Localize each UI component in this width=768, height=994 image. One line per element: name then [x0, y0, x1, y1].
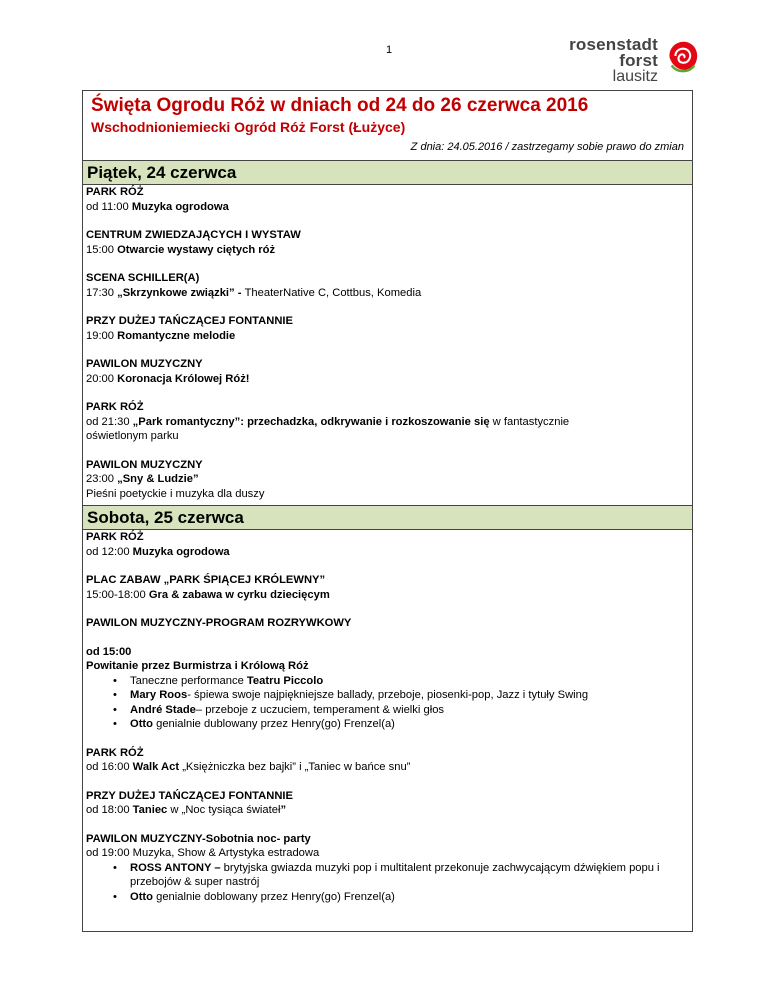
event: PAWILON MUZYCZNY-PROGRAM ROZRYWKOWY: [86, 617, 352, 629]
event: PLAC ZABAW „PARK ŚPIĄCEJ KRÓLEWNY” 15:00-18:00 Gra & zabawa w cyrku dziecięcym: [86, 574, 330, 601]
event: PAWILON MUZYCZNY 23:00 „Sny & Ludzie” Pieśni poetyckie i muzyka dla duszy: [86, 458, 265, 500]
event: PARK RÓŻ od 16:00 Walk Act „Księżniczka bez bajki” i „Taniec w bańce snu”: [86, 746, 411, 773]
logo-line2: lausitz: [612, 68, 658, 85]
performer-list: [86, 674, 689, 732]
event: PRZY DUŻEJ TAŃCZĄCEJ FONTANNIE od 18:00 Taniec w „Noc tysiąca świateł”: [86, 789, 293, 816]
program-title: Święta Ogrodu Róż w dniach od 24 do 26 czerwca 2016: [91, 95, 589, 116]
change-note: Z dnia: 24.05.2016 / zastrzegamy sobie prawo do zmian: [410, 141, 684, 153]
event: PARK RÓŻ od 21:30 „Park romantyczny”: przechadzka, odkrywanie i rozkoszowanie się w fantastycznie oświetlonym parku: [86, 401, 570, 442]
friday-events: [83, 185, 692, 501]
event: CENTRUM ZWIEDZAJĄCYCH I WYSTAW 15:00 Otwarcie wystawy ciętych róż: [86, 229, 301, 256]
event: SCENA SCHILLER(A) 17:30 „Skrzynkowe związki” - TheaterNative C, Cottbus, Komedia: [86, 272, 422, 299]
program-frame: [82, 90, 693, 932]
saturday-events: [83, 530, 692, 904]
event: PAWILON MUZYCZNY 20:00 Koronacja Królowej Róż!: [86, 358, 250, 385]
page-number: 1: [386, 44, 393, 56]
event: PARK RÓŻ od 12:00 Muzyka ogrodowa: [86, 531, 230, 558]
event: PAWILON MUZYCZNY-Sobotnia noc- party od 19:00 Muzyka, Show & Artystyka estradowa • ROSS ANTONY – brytyjska gwiazda muzyki pop i multitalent przekonuje zachwycającym dźwiękiem popu i przebojów & super nastrój • Otto genialnie doblowany przez Henry(go) Frenzel(a): [86, 832, 689, 905]
rose-icon: [664, 37, 702, 75]
list-item: • André Stade– przeboje z uczuciem, temperament & wielki głos: [130, 703, 689, 718]
program-subtitle: Wschodnioniemiecki Ogród Róż Forst (Łużyce): [91, 119, 406, 135]
logo-line1: rosenstadt forst: [569, 35, 658, 70]
list-item: • Mary Roos- śpiewa swoje najpiękniejsze ballady, przeboje, piosenki-pop, Jazz i tytuły Swing: [130, 688, 689, 703]
list-item: • Otto genialnie dublowany przez Henry(go) Frenzel(a): [130, 717, 689, 732]
list-item: • Taneczne performance Teatru Piccolo: [130, 674, 689, 689]
list-item: • ROSS ANTONY – brytyjska gwiazda muzyki pop i multitalent przekonuje zachwycającym dźwiękiem popu i przebojów & super nastrój: [130, 861, 689, 890]
performer-list: [86, 861, 689, 905]
list-item: • Otto genialnie doblowany przez Henry(go) Frenzel(a): [130, 890, 689, 905]
program-header: [83, 91, 692, 161]
event: PARK RÓŻ od 11:00 Muzyka ogrodowa: [86, 186, 229, 213]
rosenstadt-logo: [532, 35, 702, 85]
event: PRZY DUŻEJ TAŃCZĄCEJ FONTANNIE 19:00 Romantyczne melodie: [86, 315, 293, 342]
day-heading-saturday: Sobota, 25 czerwca: [83, 505, 692, 530]
event: od 15:00 Powitanie przez Burmistrza i Królową Róż • Taneczne performance Teatru Piccolo • Mary Roos- śpiewa swoje najpiękniejsze ballady, przeboje, piosenki-pop, Jazz i tytuły Swing • André Stade– przeboje z uczuciem, temperament & wielki głos • Otto genialnie dublowany przez Henry(go) Frenzel(a): [86, 645, 689, 732]
day-heading-friday: Piątek, 24 czerwca: [83, 161, 692, 185]
